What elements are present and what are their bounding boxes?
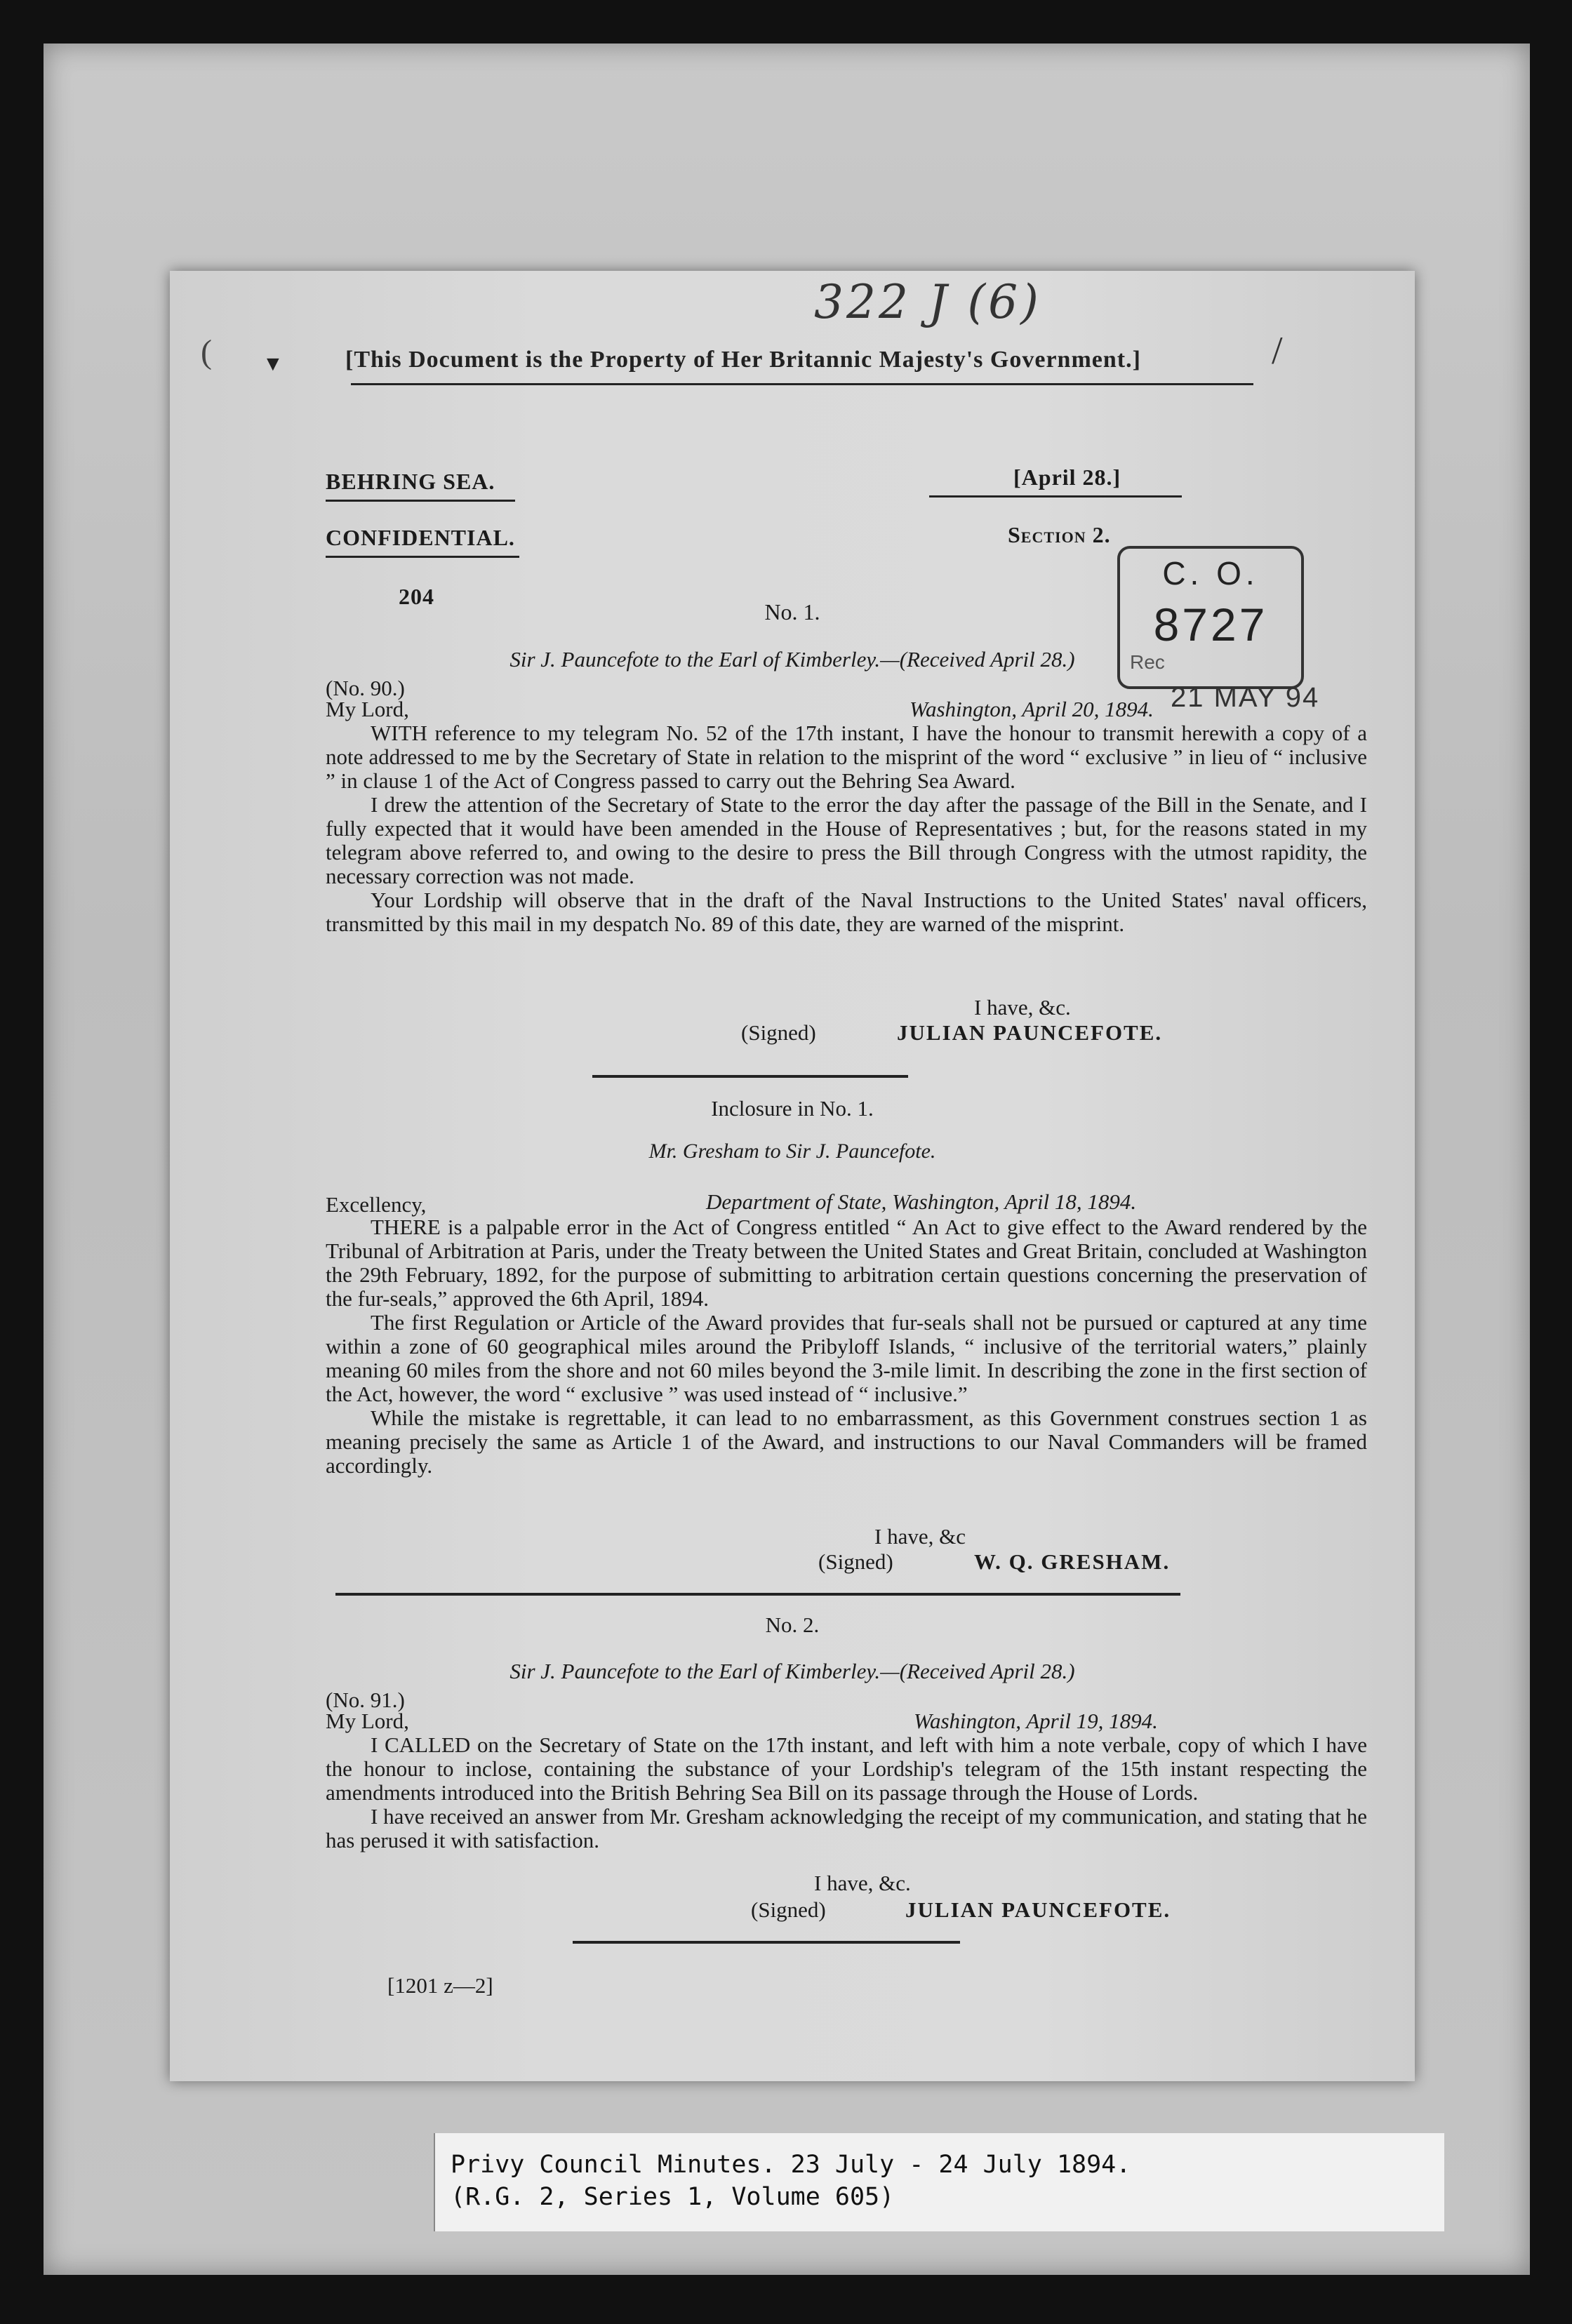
- document-page: [170, 271, 1415, 2081]
- letter-2-signature: JULIAN PAUNCEFOTE.: [905, 1897, 1171, 1922]
- letter-2-body: [326, 1733, 1367, 1852]
- letter-2-paragraph: I CALLED on the Secretary of State on the 17th instant, and left with him a note verbale, copy of which I have the honour to inclose, containing the substance of your Lordship's telegram of the 15th instant respecting the amendments introduced into the British Behring Sea Bill on its passage through the House of Lords.: [326, 1732, 1367, 1805]
- inclosure-heading: Mr. Gresham to Sir J. Pauncefote.: [648, 1140, 936, 1163]
- inclosure-signature: W. Q. GRESHAM.: [974, 1549, 1171, 1574]
- separator-rule: [573, 1941, 960, 1944]
- archive-handwritten-number: 322 J (6): [814, 275, 1041, 329]
- banner-underline: [351, 383, 1253, 385]
- letter-1-heading: Sir J. Pauncefote to the Earl of Kimberley.—(Received April 28.): [509, 647, 1075, 672]
- letter-1-closing: I have, &c.: [974, 995, 1071, 1020]
- inclosure-place-date: Department of State, Washington, April 18, 1894.: [706, 1189, 1137, 1214]
- stamp-date: 21 MAY 94: [1171, 682, 1320, 713]
- document-date: [April 28.]: [1013, 465, 1121, 490]
- letter-2-signed: (Signed): [751, 1897, 826, 1922]
- letter-2-paragraph: I have received an answer from Mr. Gresham acknowledging the receipt of my communication, and stating that he has perused it with satisfaction.: [326, 1804, 1367, 1852]
- letter-2-place-date: Washington, April 19, 1894.: [914, 1709, 1158, 1733]
- letter-1-number: No. 1.: [764, 599, 820, 625]
- archive-label-line-1: Privy Council Minutes. 23 July - 24 July 1894.: [451, 2151, 1131, 2179]
- stamp-rec: Rec: [1130, 651, 1165, 673]
- letter-2-number: No. 2.: [765, 1612, 820, 1637]
- letter-1-salutation: My Lord,: [326, 697, 409, 721]
- letter-1-paragraph: Your Lordship will observe that in the draft of the Naval Instructions to the United States' naval officers, transmitted by this mail in my despatch No. 89 of this date, they are warned of the misprint.: [326, 888, 1367, 936]
- inclosure-title: Inclosure in No. 1.: [711, 1096, 874, 1121]
- letter-1-paragraph: WITH reference to my telegram No. 52 of the 17th instant, I have the honour to transmit herewith a copy of a note addressed to me by the Secretary of State in relation to the misprint of the word “ exclusive ” in lieu of “ inclusive ” in clause 1 of the Act of Congress passed to carry out the Behring Sea Award.: [326, 721, 1367, 793]
- print-code: [1201 z—2]: [387, 1973, 493, 1998]
- pencil-mark: ▼: [262, 352, 284, 375]
- inclosure-paragraph: The first Regulation or Article of the Award provides that fur-seals shall not be pursued or captured at any time within a zone of 60 geographical miles around the Pribyloff Islands, “ inclusive of the territorial waters,” plainly meaning 60 miles from the shore and not 60 miles beyond the 3-mile limit. In describing the zone in the first section of the Act, however, the word “ exclusive ” was used instead of “ inclusive.”: [326, 1310, 1367, 1406]
- stamp-number: 8727: [1153, 599, 1268, 650]
- inclosure-signed: (Signed): [818, 1549, 893, 1574]
- document-number: 204: [399, 584, 434, 609]
- letter-2-heading: Sir J. Pauncefote to the Earl of Kimberley.—(Received April 28.): [509, 1659, 1075, 1683]
- behring-sea-title: BEHRING SEA.: [326, 469, 495, 494]
- archive-label: [434, 2133, 1444, 2231]
- letter-2-salutation: My Lord,: [326, 1709, 409, 1733]
- property-banner: [This Document is the Property of Her Britannic Majesty's Government.]: [345, 347, 1141, 373]
- separator-rule-long: [335, 1593, 1180, 1596]
- letter-2-closing: I have, &c.: [814, 1871, 911, 1895]
- letter-1-body: [326, 721, 1367, 936]
- date-underline: [929, 495, 1182, 497]
- letter-1-paragraph: I drew the attention of the Secretary of State to the error the day after the passage of the Bill in the Senate, and I fully expected that it would have been amended in the House of Representatives ; but, for the reasons stated in my telegram above referred to, and owing to the desire to press the Bill through Congress with the utmost rapidity, the necessary correction was not made.: [326, 792, 1367, 888]
- letter-1-signature: JULIAN PAUNCEFOTE.: [897, 1020, 1163, 1045]
- letter-1-place-date: Washington, April 20, 1894.: [910, 697, 1154, 721]
- inclosure-closing: I have, &c: [874, 1524, 966, 1549]
- separator-rule: [592, 1075, 908, 1078]
- pencil-mark: (: [201, 333, 212, 370]
- inclosure-salutation: Excellency,: [326, 1192, 427, 1217]
- letter-2-ref: (No. 91.): [326, 1688, 405, 1712]
- title-underline: [326, 500, 515, 502]
- stamp-office: C. O.: [1162, 555, 1259, 592]
- inclosure-body: [326, 1215, 1367, 1478]
- letter-1-signed: (Signed): [741, 1020, 816, 1045]
- inclosure-paragraph: THERE is a palpable error in the Act of Congress entitled “ An Act to give effect to the Award rendered by the Tribunal of Arbitration at Paris, under the Treaty between the United States and Great Britain, concluded at Washington the 29th February, 1892, for the purpose of submitting to arbitration certain questions concerning the preservation of the fur-seals,” approved the 6th April, 1894.: [326, 1215, 1367, 1311]
- confidential-label: CONFIDENTIAL.: [326, 525, 515, 550]
- inclosure-paragraph: While the mistake is regrettable, it can lead to no embarrassment, as this Government construes section 1 as meaning precisely the same as Article 1 of the Award, and instructions to our Naval Commanders will be framed accordingly.: [326, 1405, 1367, 1478]
- pencil-mark: /: [1272, 329, 1283, 373]
- confidential-underline: [326, 556, 519, 558]
- section-label: Section 2.: [1008, 522, 1111, 547]
- letter-1-ref: (No. 90.): [326, 676, 405, 700]
- archive-label-line-2: (R.G. 2, Series 1, Volume 605): [451, 2183, 895, 2211]
